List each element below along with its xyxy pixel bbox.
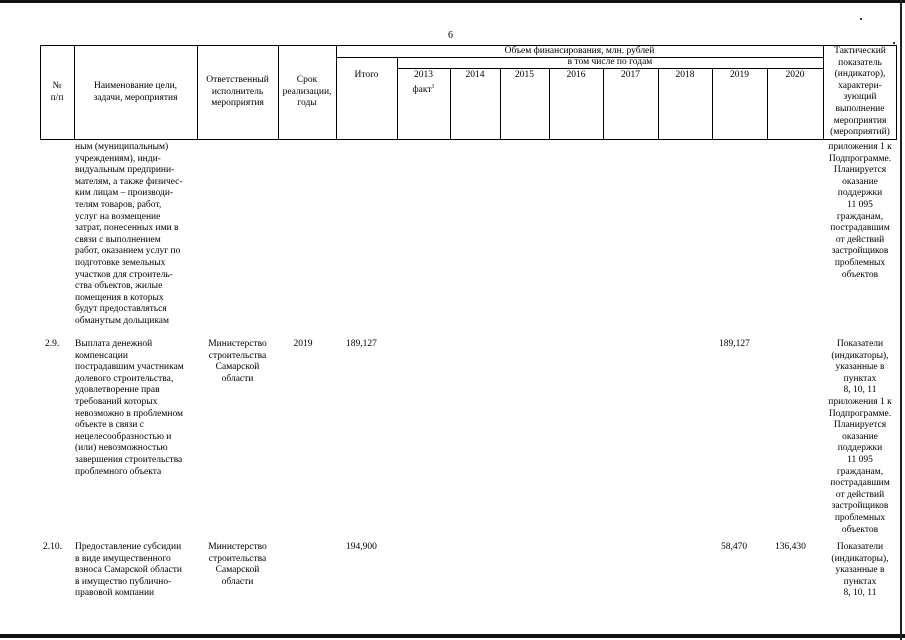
header-total: Итого (354, 70, 379, 80)
cell-line: Выплата денежной (75, 339, 153, 349)
header-indicator-line: (мероприятий) (830, 127, 890, 138)
cell-line: Самарской (215, 362, 260, 373)
grid-v (336, 45, 337, 140)
cell-line: телям товаров, работ, (75, 199, 162, 210)
row-2-10-total: 194,900 (346, 542, 377, 552)
cell-line: объекте в связи с (75, 420, 144, 431)
cell-line: (или) невозможностью (75, 443, 168, 454)
row-2-9-total: 189,127 (346, 339, 377, 349)
row-2-9-indicator (821, 339, 899, 536)
header-term-line: Срок (296, 75, 318, 85)
header-indicator-line: выполнение (835, 103, 885, 114)
header-name-line: Наименование цели, (93, 81, 178, 91)
header-year-2013-fact: факт (412, 84, 432, 95)
cell-line: взноса Самарской области (75, 565, 183, 576)
cell-line: пунктах (843, 576, 877, 587)
cell-line: участков для строитель- (75, 269, 173, 280)
header-year-2013 (397, 70, 450, 96)
cell-line: мателям, а также физичес- (75, 176, 183, 187)
header-year-2016: 2016 (566, 70, 586, 80)
cell-line: ным (муниципальным) (75, 142, 169, 152)
cell-line: 11 095 (847, 199, 873, 210)
header-year-2013-note (397, 82, 450, 97)
cell-line: проблемных (834, 512, 886, 523)
row-2-10-indicator (821, 542, 899, 600)
cell-line: пострадавшим (830, 478, 890, 489)
cell-line: Министерство (208, 542, 267, 552)
header-year-2013-value: 2013 (414, 70, 433, 80)
header-year-2014: 2014 (465, 70, 485, 80)
footnote-mark: 1 (431, 83, 435, 90)
cell-line: Подпрограмме. (828, 153, 892, 164)
header-term (278, 75, 336, 110)
header-indicator-line: характери- (838, 80, 882, 91)
cell-line: видуальным предприни- (75, 165, 175, 176)
cell-line: ства объектов, жилые (75, 281, 163, 292)
cell-line: области (221, 373, 254, 384)
cell-line: Подпрограмме. (828, 408, 892, 419)
scan-speck (860, 18, 862, 20)
cell-line: ким лицам – производи- (75, 188, 174, 199)
cell-line: (индикаторы), (831, 350, 889, 361)
cell-line: указанные в (835, 565, 885, 576)
cell-line: строительства (208, 350, 267, 361)
cell-line: пострадавшим участникам (75, 362, 184, 373)
row-2-10-num: 2.10. (43, 542, 62, 552)
header-by-years: в том числе по годам (567, 57, 653, 67)
row-2-10-2020: 136,430 (775, 542, 806, 552)
cell-line: учреждениям), инди- (75, 153, 161, 164)
scan-speck (893, 42, 895, 44)
cell-line: 8, 10, 11 (843, 588, 877, 599)
header-responsible-line: Ответственный (206, 75, 269, 85)
header-indicator (823, 46, 897, 139)
cell-line: объектов (841, 269, 879, 280)
page-bottom-border (0, 634, 905, 638)
page-top-border (0, 0, 905, 3)
header-indicator-line: мероприятия (833, 115, 887, 126)
cell-line: удовлетворение прав (75, 385, 160, 396)
cell-line: области (221, 576, 254, 587)
row-2-10-name (75, 542, 197, 600)
cell-line: приложения 1 к (828, 396, 892, 407)
cell-line: помещения в которых (75, 292, 164, 303)
cell-line: поддержки (837, 443, 883, 454)
header-responsible (197, 75, 278, 110)
cell-line: Самарской (215, 565, 260, 576)
cell-line: Министерство (208, 339, 267, 349)
cell-line: строительства (208, 553, 267, 564)
cell-line: в имущество публично- (75, 576, 172, 587)
cell-line: пунктах (843, 373, 877, 384)
cell-line: проблемного объекта (75, 466, 162, 477)
cell-line: затрат, понесенных ими в (75, 223, 179, 234)
cell-line: приложения 1 к (828, 142, 892, 152)
header-year-2020: 2020 (785, 70, 805, 80)
cell-line: застройщиков (831, 246, 889, 257)
cell-line: нецелесообразностью и (75, 431, 172, 442)
cell-line: Планируется (833, 420, 887, 431)
row-2-9-name (75, 339, 197, 478)
row-2-9-2019: 189,127 (719, 339, 750, 349)
cell-line: правовой компании (75, 588, 155, 599)
cell-line: пострадавшим (830, 223, 890, 234)
header-name-line: задачи, мероприятия (93, 92, 178, 103)
row-2-10-responsible (195, 542, 280, 588)
cell-line: компенсации (75, 350, 128, 361)
row-2-9-num: 2.9. (45, 339, 60, 349)
cell-line: гражданам, (836, 466, 884, 477)
header-indicator-line: зующий (843, 92, 877, 103)
cell-line: невозможно в проблемном (75, 408, 184, 419)
cell-line: проблемных (834, 257, 886, 268)
cell-line: 8, 10, 11 (843, 385, 877, 396)
cell-line: (индикаторы), (831, 553, 889, 564)
header-name (74, 81, 197, 104)
cell-line: оказание (842, 431, 878, 442)
cell-line: работ, оказанием услуг по (75, 246, 181, 257)
cell-line: связи с выполнением (75, 234, 161, 245)
cell-line: поддержки (837, 188, 883, 199)
header-indicator-line: Тактический (834, 46, 886, 56)
header-funding-title: Объем финансирования, млн. рублей (504, 46, 655, 56)
row-2-10-2019: 58,470 (721, 542, 748, 552)
cell-line: Планируется (833, 165, 887, 176)
cell-line: Показатели (836, 339, 884, 349)
cell-line: Предоставление субсидии (75, 542, 182, 552)
cell-line: обманутым дольщикам (75, 315, 170, 326)
cell-line: услуг на возмещение (75, 211, 161, 222)
header-num-line: № (52, 81, 62, 91)
cell-line: объектов (841, 524, 879, 535)
page-right-border (900, 0, 902, 640)
header-num-line: п/п (50, 92, 64, 103)
header-indicator-line: (индикатор), (834, 69, 886, 80)
row-2-9-responsible (195, 339, 280, 385)
header-responsible-line: исполнитель (211, 86, 264, 97)
cell-line: требований которых (75, 396, 158, 407)
cell-line: от действий (835, 234, 885, 245)
cell-line: указанные в (835, 362, 885, 373)
header-year-2019: 2019 (730, 70, 749, 80)
cell-line: оказание (842, 176, 878, 187)
header-year-2015: 2015 (515, 70, 534, 80)
cell-line: подготовке земельных (75, 257, 166, 268)
header-responsible-line: мероприятия (211, 98, 264, 109)
cell-line: от действий (835, 489, 885, 500)
continuation-indicator (821, 142, 899, 281)
header-num (40, 81, 74, 104)
cell-line: будут предоставляться (75, 304, 167, 315)
header-indicator-line: показатель (838, 57, 882, 68)
cell-line: Показатели (836, 542, 884, 552)
page-number: 6 (448, 30, 453, 41)
row-2-9-term: 2019 (293, 339, 313, 349)
cell-line: застройщиков (831, 501, 889, 512)
cell-line: в виде имущественного (75, 553, 171, 564)
header-term-line: годы (297, 98, 317, 109)
header-year-2017: 2017 (621, 70, 640, 80)
continuation-name (75, 142, 197, 328)
cell-line: долевого строительства, (75, 373, 174, 384)
cell-line: гражданам, (836, 211, 884, 222)
cell-line: 11 095 (847, 454, 873, 465)
header-year-2018: 2018 (675, 70, 695, 80)
header-term-line: реализации, (282, 86, 332, 97)
cell-line: завершения строительства (75, 454, 183, 465)
